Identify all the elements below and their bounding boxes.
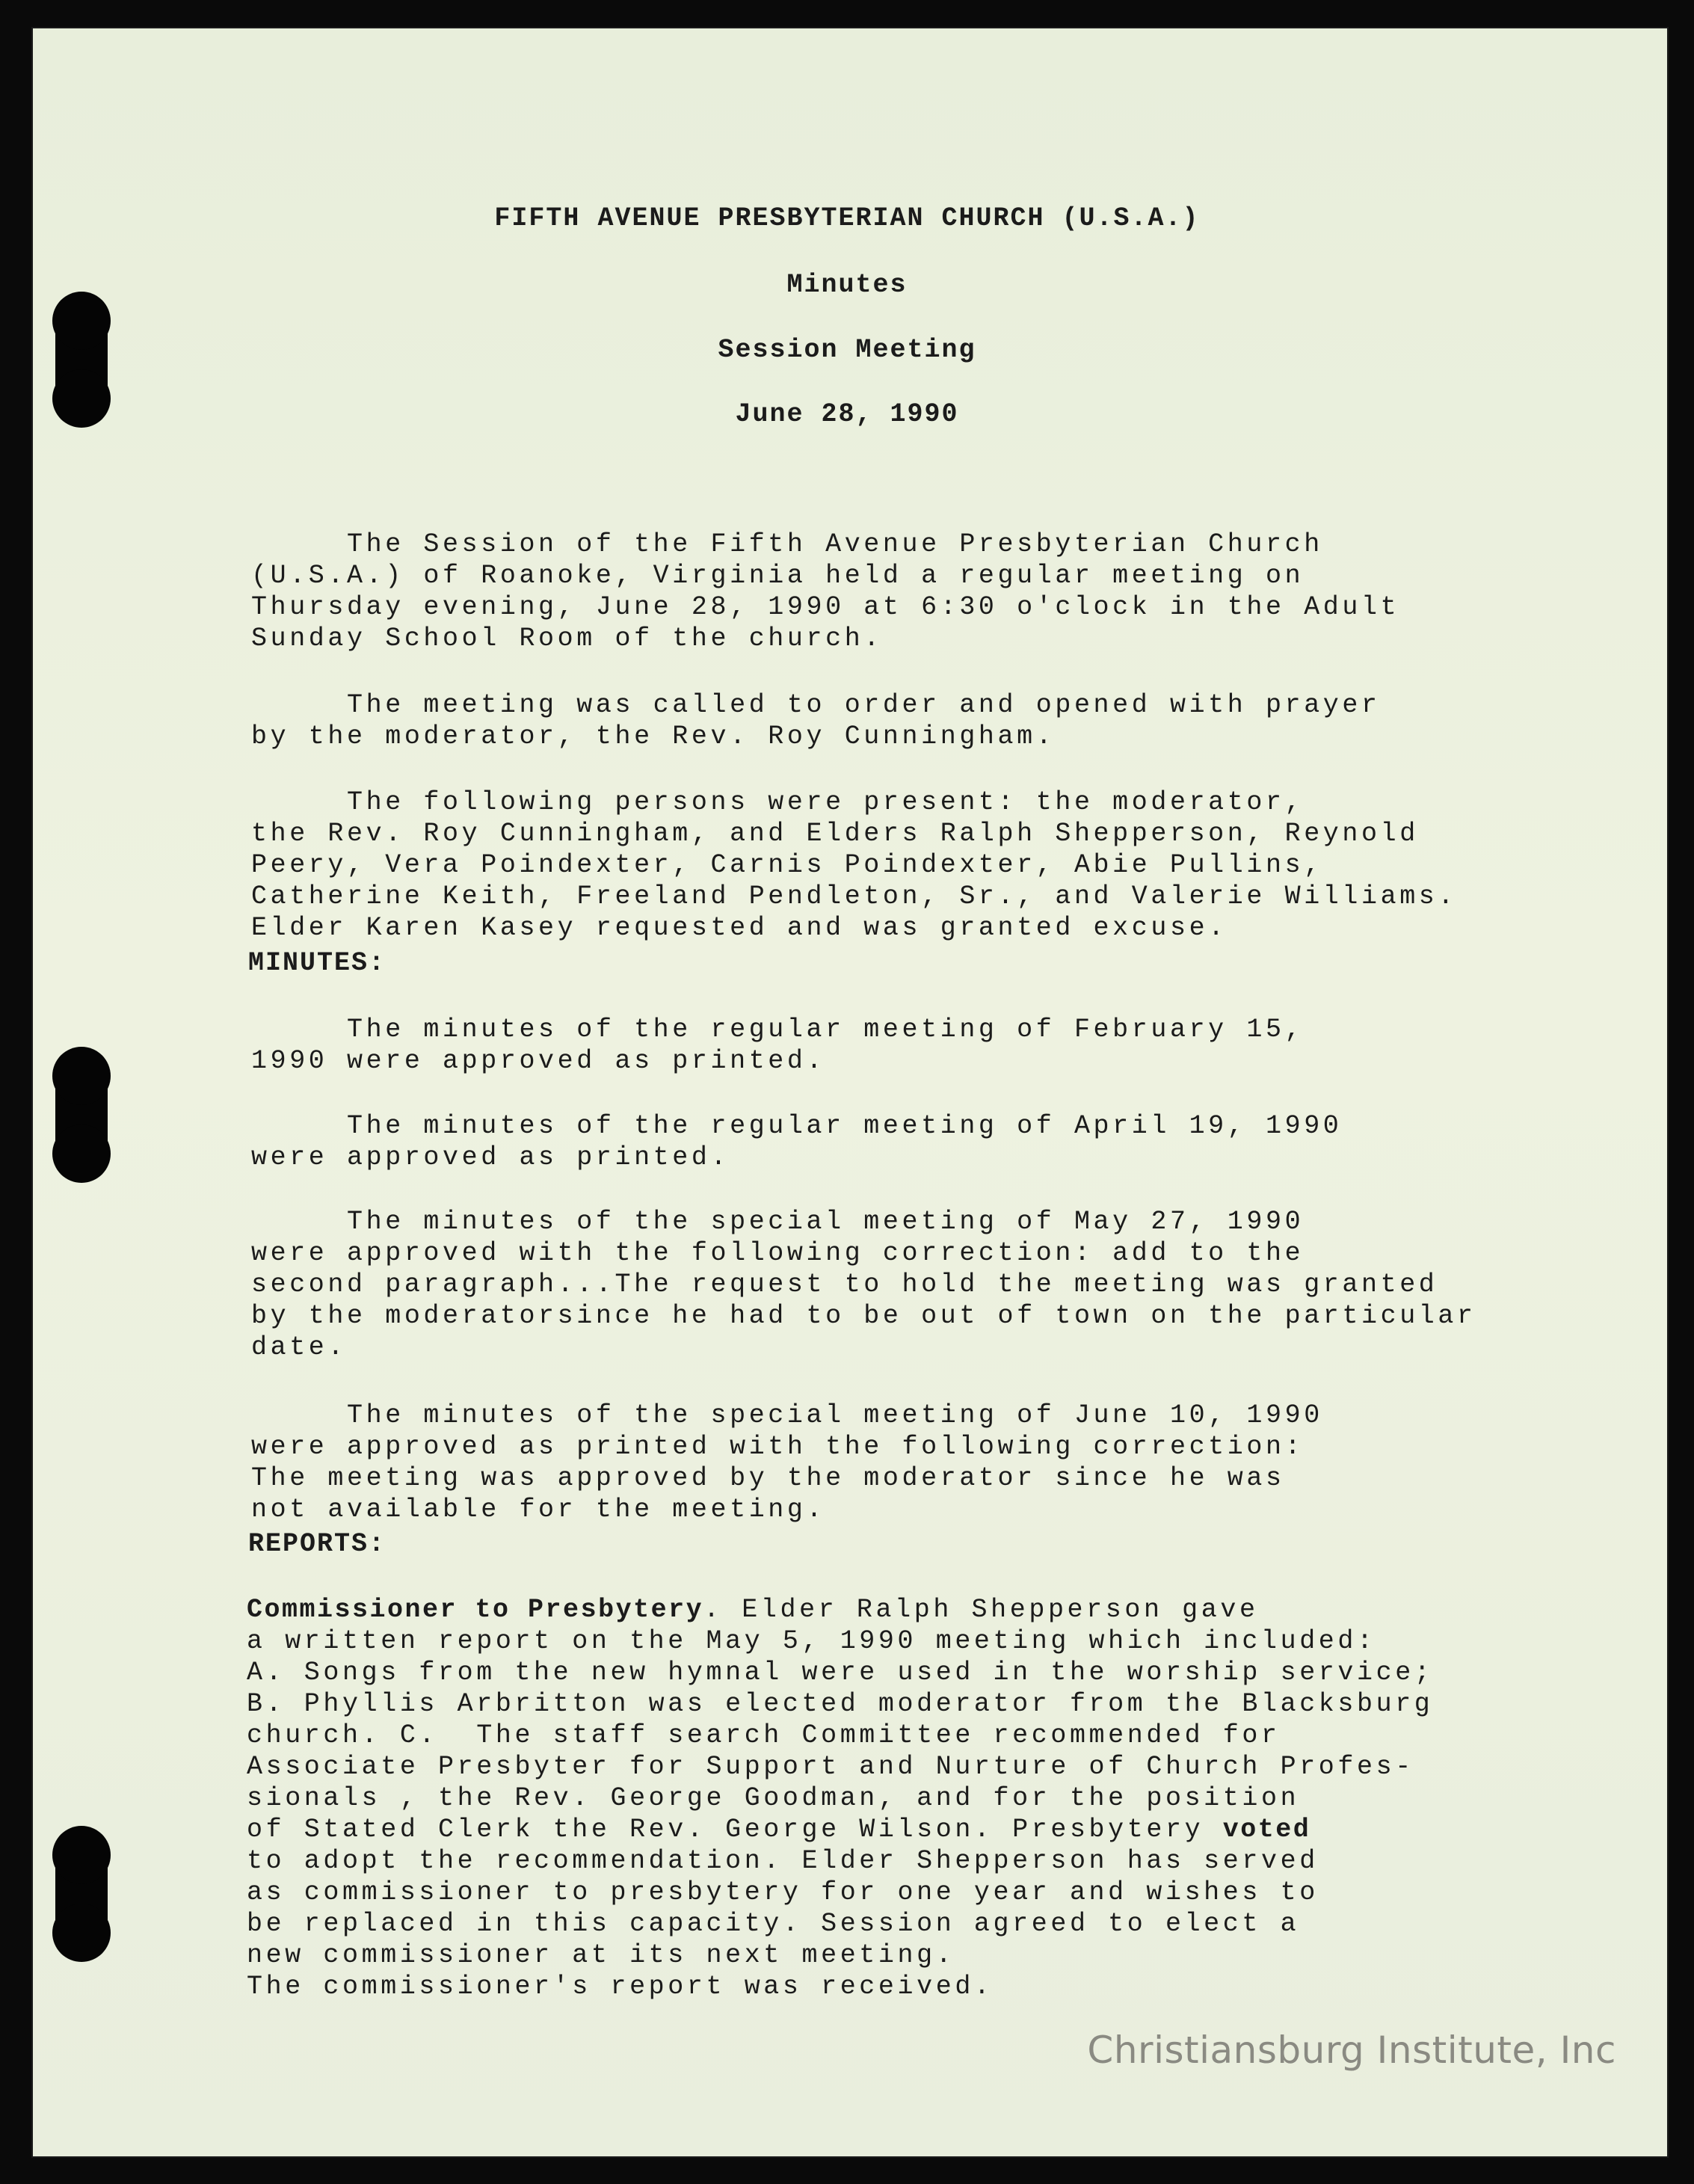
minutes-heading: MINUTES: xyxy=(248,948,386,978)
text-line: a written report on the May 5, 1990 meeting which included: xyxy=(247,1626,1376,1656)
text-line: Peery, Vera Poindexter, Carnis Poindexter, Abie Pullins, xyxy=(251,850,1323,880)
text-line: 1990 were approved as printed. xyxy=(251,1046,826,1076)
text-line: were approved with the following correction: add to the xyxy=(251,1238,1305,1268)
intro-paragraph xyxy=(251,497,1399,654)
text-line: The meeting was called to order and opened with prayer xyxy=(251,690,1381,720)
text-line: new commissioner at its next meeting. xyxy=(247,1940,955,1970)
text-line: A. Songs from the new hymnal were used in the worship service; xyxy=(247,1658,1434,1688)
text-line: The minutes of the regular meeting of April 19, 1990 xyxy=(251,1111,1343,1141)
voted-word: voted xyxy=(1222,1815,1311,1845)
text-line: The minutes of the regular meeting of February 15, xyxy=(251,1015,1305,1045)
text-line: date. xyxy=(251,1332,348,1362)
text-line: sionals , the Rev. George Goodman, and for the position xyxy=(247,1783,1300,1813)
text-line: Thursday evening, June 28, 1990 at 6:30 o'clock in the Adult xyxy=(251,592,1400,622)
minutes-february xyxy=(251,982,1304,1077)
document-type: Minutes xyxy=(786,270,908,300)
text-line: were approved as printed. xyxy=(251,1142,730,1172)
watermark: Christiansburg Institute, Inc xyxy=(1087,2028,1616,2072)
text-line: by the moderator, the Rev. Roy Cunningham. xyxy=(251,722,1056,751)
text-line: The meeting was approved by the moderator since he was xyxy=(251,1463,1285,1493)
text-line: B. Phyllis Arbritton was elected moderator from the Blacksburg xyxy=(247,1689,1434,1719)
church-title: FIFTH AVENUE PRESBYTERIAN CHURCH (U.S.A.) xyxy=(494,203,1200,233)
text-fragment: . Elder Ralph Shepperson gave xyxy=(703,1595,1259,1625)
text-line: The Session of the Fifth Avenue Presbyterian Church xyxy=(251,529,1323,559)
commissioner-title: Commissioner to Presbytery xyxy=(247,1595,704,1625)
text-line: The following persons were present: the moderator, xyxy=(251,787,1305,817)
binder-hole xyxy=(55,1059,108,1171)
text-line xyxy=(247,1594,1433,1625)
text-line xyxy=(247,1814,1433,1845)
text-line: be replaced in this capacity. Session agreed to elect a xyxy=(247,1909,1300,1939)
meeting-title: Session Meeting xyxy=(718,335,976,365)
text-line: The commissioner's report was received. xyxy=(247,1972,994,2002)
text-line: Catherine Keith, Freeland Pendleton, Sr., and Valerie Williams. xyxy=(251,882,1458,911)
text-line: were approved as printed with the following correction: xyxy=(251,1432,1305,1462)
minutes-june xyxy=(251,1368,1323,1525)
text-line: (U.S.A.) of Roanoke, Virginia held a regular meeting on xyxy=(251,561,1305,591)
text-line: Sunday School Room of the church. xyxy=(251,624,883,653)
call-to-order-paragraph xyxy=(251,658,1381,752)
text-line: the Rev. Roy Cunningham, and Elders Ralph Shepperson, Reynold xyxy=(251,819,1419,849)
text-line: as commissioner to presbytery for one year and wishes to xyxy=(247,1877,1319,1907)
meeting-date: June 28, 1990 xyxy=(735,399,959,429)
minutes-april xyxy=(251,1079,1342,1173)
text-fragment: of Stated Clerk the Rev. George Wilson. Presbytery xyxy=(247,1815,1223,1845)
commissioner-report xyxy=(247,1563,1433,2002)
text-line: The minutes of the special meeting of June 10, 1990 xyxy=(251,1400,1323,1430)
text-line: not available for the meeting. xyxy=(251,1495,826,1525)
text-line: by the moderatorsince he had to be out of town on the particular xyxy=(251,1301,1476,1331)
minutes-may xyxy=(251,1175,1476,1363)
text-line: second paragraph...The request to hold the meeting was granted xyxy=(251,1270,1438,1299)
binder-hole xyxy=(55,1838,108,1950)
attendance-paragraph xyxy=(251,755,1457,944)
reports-heading: REPORTS: xyxy=(248,1529,386,1559)
text-line: to adopt the recommendation. Elder Shepperson has served xyxy=(247,1846,1319,1876)
text-line: The minutes of the special meeting of May 27, 1990 xyxy=(251,1207,1305,1237)
text-line: church. C. The staff search Committee recommended for xyxy=(247,1720,1281,1750)
text-line: Associate Presbyter for Support and Nurture of Church Profes- xyxy=(247,1752,1414,1782)
text-line: Elder Karen Kasey requested and was granted excuse. xyxy=(251,913,1228,943)
